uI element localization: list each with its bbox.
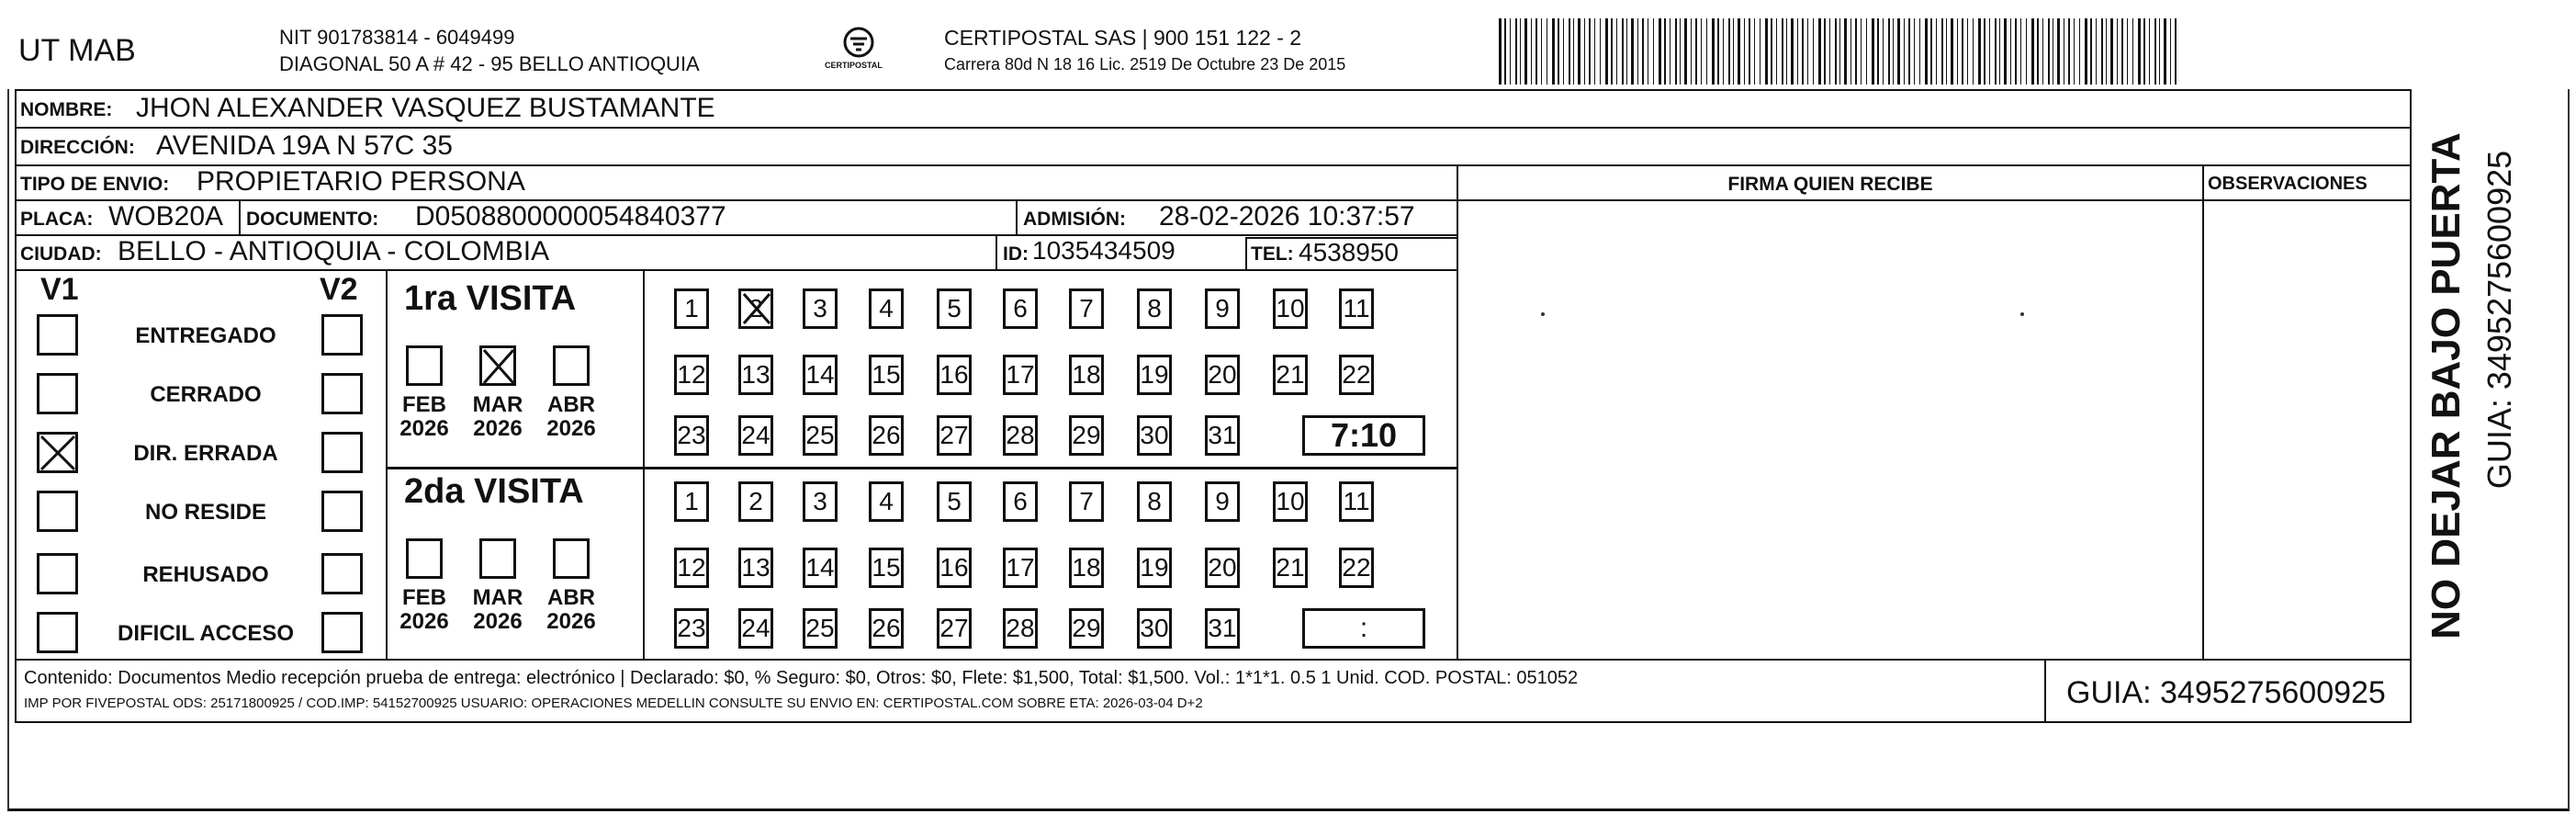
day-box[interactable]: 17 [1003,548,1038,588]
day-box[interactable]: 1 [674,481,709,522]
month-checkbox[interactable] [479,345,516,386]
day-box[interactable]: 26 [869,415,904,456]
month-checkbox[interactable] [553,538,590,579]
observations-area[interactable] [2202,199,2412,661]
day-box[interactable]: 19 [1137,355,1172,395]
tel-label: TEL: [1251,243,1294,265]
certipostal-logo-icon [808,24,909,81]
month-label [397,393,452,441]
visit-time-box[interactable]: 7:10 [1302,415,1425,456]
side-warning: NO DEJAR BAJO PUERTA [2424,132,2469,639]
visit-separator [386,467,1458,469]
day-box[interactable]: 2 [738,288,773,329]
v2-checkbox[interactable] [321,491,363,532]
v2-checkbox[interactable] [321,612,363,653]
side-guia: GUIA: 3495275600925 [2480,150,2518,490]
month-year: 2026 [399,609,449,634]
footer-print-line: IMP POR FIVEPOSTAL ODS: 25171800925 / COD.IMP: 54152700925 USUARIO: OPERACIONES MEDELLIN CONSULTE SU ENVIO EN: CERTIPOSTAL.COM SOBRE ETA: 2026-03-04 D+2 [24,695,1203,711]
day-box[interactable]: 6 [1003,481,1038,522]
day-box[interactable]: 25 [803,415,838,456]
shipment-type: PROPIETARIO PERSONA [197,166,525,197]
day-box[interactable]: 13 [738,355,773,395]
day-box[interactable]: 9 [1205,481,1240,522]
day-box[interactable]: 19 [1137,548,1172,588]
day-box[interactable]: 16 [937,355,972,395]
day-box[interactable]: 14 [803,548,838,588]
type-label: TIPO DE ENVIO: [20,174,170,195]
v1-checkbox[interactable] [37,491,78,532]
footer-guia: GUIA: 3495275600925 [2066,675,2386,710]
tel-value: 4538950 [1299,238,1400,266]
day-box[interactable]: 16 [937,548,972,588]
admission-label: ADMISIÓN: [1023,209,1126,230]
month-checkbox[interactable] [406,345,443,386]
day-box[interactable]: 28 [1003,608,1038,649]
day-box[interactable]: 10 [1273,481,1308,522]
day-box[interactable]: 18 [1069,548,1104,588]
status-label: CERRADO [150,382,262,407]
carrier-name: CERTIPOSTAL SAS | 900 151 122 - 2 [944,26,1302,50]
id-label: ID: [1003,243,1029,265]
carrier-logo [808,24,909,81]
month-label [544,586,599,634]
status-label: NO RESIDE [144,500,267,525]
day-box[interactable]: 4 [869,288,904,329]
v2-checkbox[interactable] [321,373,363,414]
day-box[interactable]: 6 [1003,288,1038,329]
day-box[interactable]: 27 [937,415,972,456]
v2-header: V2 [320,272,358,307]
recipient-name: JHON ALEXANDER VASQUEZ BUSTAMANTE [136,93,715,123]
sender-address: DIAGONAL 50 A # 42 - 95 BELLO ANTIOQUIA [279,52,700,75]
day-box[interactable]: 25 [803,608,838,649]
day-box[interactable]: 31 [1205,608,1240,649]
recipient-address: AVENIDA 19A N 57C 35 [156,130,453,161]
v1-checkbox[interactable] [37,314,78,356]
day-box[interactable]: 12 [674,548,709,588]
id-value: 1035434509 [1032,236,1176,265]
status-label: DIFICIL ACCESO [117,621,294,646]
status-label: REHUSADO [142,562,269,587]
day-box[interactable]: 17 [1003,355,1038,395]
day-box[interactable]: 21 [1273,548,1308,588]
day-box[interactable]: 31 [1205,415,1240,456]
plate-value: WOB20A [108,201,224,232]
day-box[interactable]: 2 [738,481,773,522]
carrier-license: Carrera 80d N 18 16 Lic. 2519 De Octubre 23 De 2015 [944,55,1346,73]
signature-dot [2020,312,2024,316]
day-box[interactable]: 28 [1003,415,1038,456]
observations-title: OBSERVACIONES [2208,174,2368,194]
day-box[interactable]: 22 [1339,355,1374,395]
day-box[interactable]: 13 [738,548,773,588]
day-box[interactable]: 14 [803,355,838,395]
day-box[interactable]: 8 [1137,288,1172,329]
day-box[interactable]: 5 [937,288,972,329]
x-mark-icon [481,347,516,390]
day-box[interactable]: 3 [803,481,838,522]
day-box[interactable]: 7 [1069,288,1104,329]
day-box[interactable]: 23 [674,608,709,649]
city-label: CIUDAD: [20,243,102,265]
second-visit-title: 2da VISITA [404,472,584,511]
day-box[interactable]: 1 [674,288,709,329]
month-label [470,393,525,441]
sender-nit: NIT 901783814 - 6049499 [279,26,515,49]
document-value: D0508800000054840377 [415,201,726,232]
day-box[interactable]: 15 [869,548,904,588]
day-box[interactable]: 10 [1273,288,1308,329]
plate-divider [239,199,241,236]
v1-checkbox[interactable] [37,373,78,414]
day-box[interactable]: 3 [803,288,838,329]
signature-dot [1541,312,1545,316]
months-separator [643,269,645,661]
document-label: DOCUMENTO: [246,209,379,230]
month-name: FEB [402,392,446,417]
day-box[interactable]: 9 [1205,288,1240,329]
day-box[interactable]: 4 [869,481,904,522]
month-year: 2026 [546,416,596,441]
status-label: ENTREGADO [135,323,276,348]
v1-header: V1 [40,272,79,307]
month-label [470,586,525,634]
month-checkbox[interactable] [479,538,516,579]
day-box[interactable]: 12 [674,355,709,395]
id-divider [996,234,997,271]
month-year: 2026 [473,609,523,634]
v1-checkbox[interactable] [37,612,78,653]
day-box[interactable]: 21 [1273,355,1308,395]
day-box[interactable]: 11 [1339,288,1374,329]
month-name: MAR [472,585,523,610]
v2-checkbox[interactable] [321,553,363,594]
day-box[interactable]: 29 [1069,415,1104,456]
day-box[interactable]: 23 [674,415,709,456]
month-name: ABR [547,392,595,417]
month-name: FEB [402,585,446,610]
admission-divider [1016,199,1018,236]
day-box[interactable]: 27 [937,608,972,649]
day-box[interactable]: 5 [937,481,972,522]
month-checkbox[interactable] [406,538,443,579]
v2-checkbox[interactable] [321,432,363,473]
month-name: MAR [472,392,523,417]
day-box[interactable]: 7 [1069,481,1104,522]
v2-checkbox[interactable] [321,314,363,356]
signature-area[interactable] [1457,199,2204,661]
status-label: DIR. ERRADA [133,441,278,466]
day-box[interactable]: 29 [1069,608,1104,649]
first-visit-title: 1ra VISITA [404,279,577,318]
v1-checkbox[interactable] [37,553,78,594]
day-box[interactable]: 24 [738,608,773,649]
month-year: 2026 [546,609,596,634]
visit-time-box[interactable]: : [1302,608,1425,649]
day-box[interactable]: 20 [1205,355,1240,395]
day-box[interactable]: 24 [738,415,773,456]
day-box[interactable]: 22 [1339,548,1374,588]
x-mark-icon [741,291,772,335]
sender-name: UT MAB [18,33,136,68]
day-box[interactable]: 8 [1137,481,1172,522]
month-checkbox[interactable] [553,345,590,386]
month-label [397,586,452,634]
x-mark-icon [39,434,77,477]
barcode [1497,18,2181,85]
month-year: 2026 [399,416,449,441]
barcode-icon [1497,18,2181,85]
month-name: ABR [547,585,595,610]
month-year: 2026 [473,416,523,441]
name-label: NOMBRE: [20,99,113,120]
day-box[interactable]: 15 [869,355,904,395]
plate-label: PLACA: [20,209,94,230]
v1-checkbox[interactable] [37,432,78,473]
admission-value: 28-02-2026 10:37:57 [1159,201,1415,232]
day-box[interactable]: 30 [1137,415,1172,456]
footer-content-line: Contenido: Documentos Medio recepción prueba de entrega: electrónico | Declarado: $0, % Seguro: $0, Otros: $0, Flete: $1,500, Total: $1,500. Vol.: 1*1*1. 0.5 1 Unid. COD. POSTAL: 051052 [24,668,1579,688]
signature-title: FIRMA QUIEN RECIBE [1727,174,1933,195]
day-box[interactable]: 30 [1137,608,1172,649]
address-label: DIRECCIÓN: [20,137,135,158]
logo-caption: CERTIPOSTAL [825,61,883,70]
day-box[interactable]: 26 [869,608,904,649]
day-box[interactable]: 18 [1069,355,1104,395]
month-label [544,393,599,441]
day-box[interactable]: 20 [1205,548,1240,588]
day-box[interactable]: 11 [1339,481,1374,522]
city-value: BELLO - ANTIOQUIA - COLOMBIA [118,236,550,266]
